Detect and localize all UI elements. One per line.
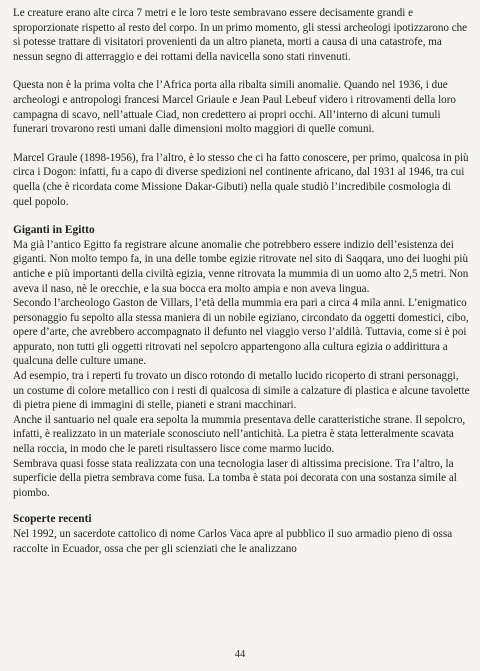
page-text [13, 6, 471, 556]
section-heading: Giganti in Egitto [13, 224, 95, 237]
paragraph: Secondo l’archeologo Gaston de Villars, l’età della mummia era pari a circa 4 mila anni. L’enigmatico personaggio fu sepolto alla stessa maniera di un nobile egiziano, circondato da oggetti domestici, cibo, opere d’arte, che avrebbero accompagnato il defunto nel viaggio verso l’aldilà. Tuttavia, come si è poi appurato, non tutti gli oggetti ritrovati nel sepolcro appartengono alla cultura egizia o addirittura a qualcuna delle culture umane. [13, 297, 469, 368]
page-number: 44 [234, 649, 246, 660]
paragraph: Sembrava quasi fosse stata realizzata con una tecnologia laser di altissima precisione. Tra l’altro, la superficie della pietra sembrava come fusa. La tomba è stata poi decorata con una sostanza simile al piombo. [13, 457, 457, 499]
section-heading: Scoperte recenti [13, 513, 92, 526]
paragraph: Ma già l’antico Egitto fa registrare alcune anomalie che potrebbero essere indizio dell’esistenza dei giganti. Non molto tempo fa, in una delle tombe egizie ritrovate nel sito di Saqqara, uno dei luoghi più antiche e più importanti della civiltà egizia, venne ritrovata la mummia di un uomo alto 2,5 metri. Non aveva il naso, nè le orecchie, e la sua bocca era molto ampia e non aveva lingua. [13, 238, 469, 295]
paragraph: Marcel Graule (1898-1956), fra l’altro, è lo stesso che ci ha fatto conoscere, per primo, qualcosa in più circa i Dogon: infatti, fu a capo di diverse spedizioni nel continente africano, dal 1931 al 1946, tra cui quella (che è ricordata come Missione Dakar-Gibuti) nella quale studiò l’incredibile cosmologia di quel popolo. [13, 151, 469, 208]
paragraph: Ad esempio, tra i reperti fu trovato un disco rotondo di metallo lucido ricoperto di strani personaggi, un costume di colore metallico con i resti di qualcosa di simile a calzature di plastica e alcune tavolette di pietra piene di immagini di stelle, pianeti e strani macchinari. [13, 370, 470, 412]
paragraph: Anche il santuario nel quale era sepolta la mummia presentava delle caratteristiche strane. Il sepolcro, infatti, è realizzato in un materiale sconosciuto nell’antichità. La pietra è stata letteralmente scavata nella roccia, in modo che le pareti risultassero lisce come marmo lucido. [13, 413, 466, 456]
paragraph: Questa non è la prima volta che l’Africa porta alla ribalta simili anomalie. Quando nel 1936, i due archeologi e antropologi francesi Marcel Griaule e Jean Paul Lebeuf videro i ritrovamenti della loro campagna di scavo, nell’attuale Ciad, non credettero ai propri occhi. All’interno di alcuni tumuli funerari trovarono resti umani dalle dimensioni molto maggiori di quelle comuni. [13, 79, 456, 136]
paragraph: Le creature erano alte circa 7 metri e le loro teste sembravano essere decisamente grandi e sproporzionate rispetto al resto del corpo. In un primo momento, gli stessi archeologi ipotizzarono che si potesse trattare di visitatori provenienti da un altro pianeta, morti a causa di una catastrofe, ma nessun segno di atterraggio e dei rottami della navicella sono stati rinvenuti. [13, 7, 468, 63]
paragraph: Nel 1992, un sacerdote cattolico di nome Carlos Vaca apre al pubblico il suo armadio pieno di ossa raccolte in Ecuador, ossa che per gli scienziati che le analizzano [13, 528, 453, 555]
